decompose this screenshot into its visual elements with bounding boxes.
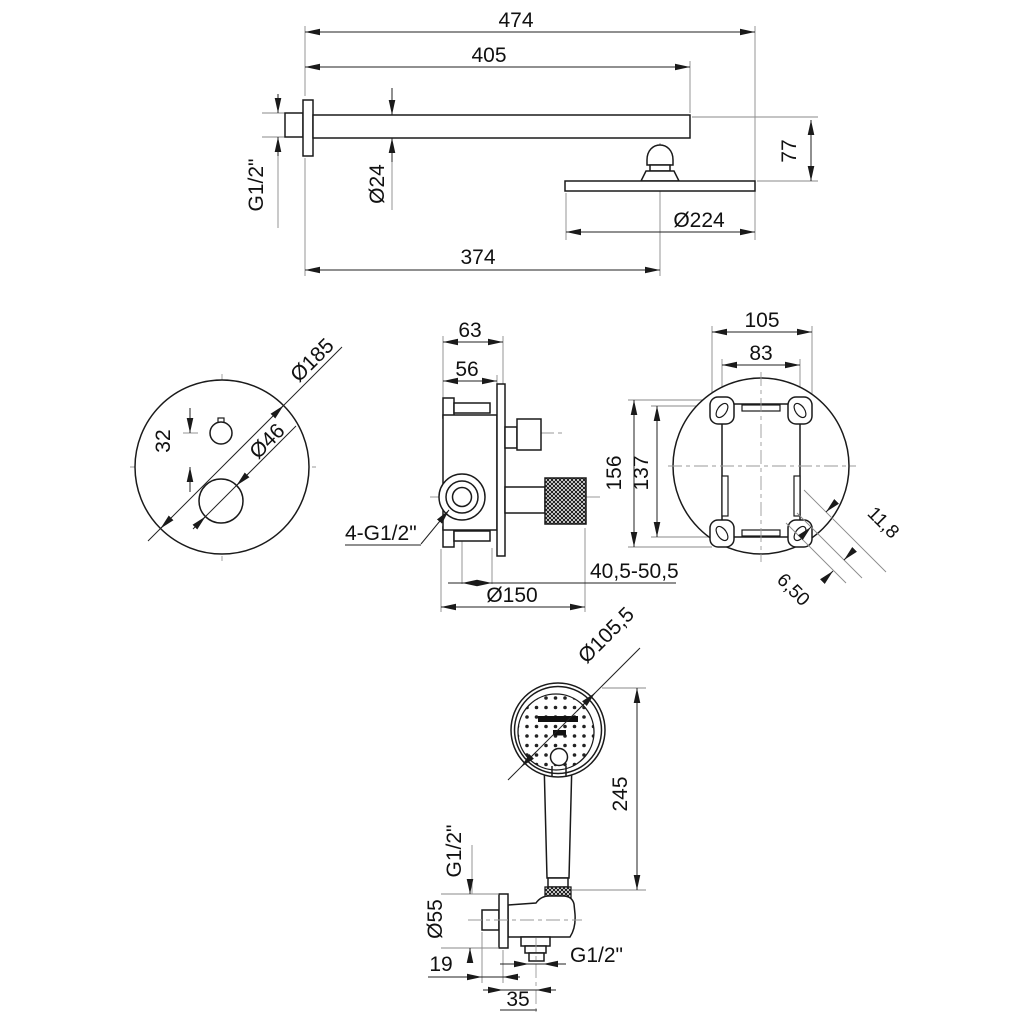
spray-mode-button (551, 749, 568, 766)
dim-label-arm-diameter: Ø24 (366, 164, 389, 204)
valve-port-inner (453, 488, 472, 507)
arm-wall-flange (303, 100, 313, 156)
dim-label-handshower-diameter: Ø105,5 (573, 602, 639, 668)
view-valve-side (345, 319, 679, 612)
dim-label-arm-reach: 405 (471, 44, 507, 67)
outlet-pipe (529, 953, 544, 961)
view-shower-arm-side (245, 9, 818, 276)
dim-label-valve-depth: 63 (458, 319, 482, 342)
dim-label-outlet-offset: 35 (506, 988, 530, 1011)
dim-label-box-outer-width: 105 (744, 309, 780, 332)
dim-label-valve-body-depth: 56 (455, 358, 479, 381)
ball-joint-cone (641, 171, 679, 181)
dim-label-install-range: 40,5-50,5 (590, 560, 679, 583)
shower-arm (313, 115, 690, 138)
valve-mount-bar-top (454, 403, 490, 413)
outlet-nut (521, 937, 550, 946)
valve-knurled-handle (545, 478, 586, 524)
dim-label-hose-thread: G1/2" (443, 824, 466, 878)
dim-label-valve-plate-diameter: Ø150 (486, 584, 538, 607)
view-hand-shower (424, 603, 646, 1012)
box-slot-left (722, 476, 728, 516)
diverter-knob (517, 419, 541, 450)
dim-label-slot-length: 11,8 (862, 503, 903, 544)
dim-label-valve-ports: 4-G1/2" (345, 522, 417, 545)
ball-joint-dome (647, 145, 673, 165)
temp-handle-circle (210, 422, 232, 444)
dim-label-drop: 77 (778, 139, 801, 163)
valve-mount-bar-bottom (454, 531, 490, 541)
dim-label-slot-width: 6,50 (772, 569, 814, 611)
outlet-wall-flange (499, 894, 508, 948)
dim-label-wall-to-center: 374 (460, 246, 496, 269)
dim-label-wall-thread: G1/2" (245, 158, 268, 212)
valve-handle-stem (505, 487, 545, 513)
dim-label-handle-diameter: Ø46 (245, 419, 290, 464)
outlet-elbow-body (508, 896, 575, 937)
spray-slot-top (538, 716, 578, 722)
dim-label-trim-diameter: Ø185 (286, 334, 339, 387)
dim-label-stub-length: 19 (429, 953, 453, 976)
diverter-knob-stem (505, 427, 517, 448)
arm-wall-thread-stub (285, 113, 303, 137)
outlet-collar (525, 946, 546, 953)
dim-label-arm-total: 474 (498, 9, 534, 32)
view-trim-plate-front (130, 334, 342, 561)
ball-joint-neck (650, 165, 670, 171)
dim-label-handshower-length: 245 (609, 776, 632, 812)
handle-tip (548, 878, 568, 887)
dim-label-head-diameter: Ø224 (673, 209, 725, 232)
overhead-shower-head (565, 181, 755, 191)
valve-wall-plate (497, 384, 505, 556)
dim-label-outlet-thread: G1/2" (570, 944, 623, 967)
dim-label-handle-offset: 32 (152, 429, 175, 453)
dim-label-flange-diameter: Ø55 (424, 899, 447, 939)
box-slot-right (794, 476, 800, 516)
dim-label-box-inner-width: 83 (749, 342, 773, 365)
dim-label-box-inner-height: 137 (630, 455, 653, 491)
dim-label-box-outer-height: 156 (603, 455, 626, 491)
